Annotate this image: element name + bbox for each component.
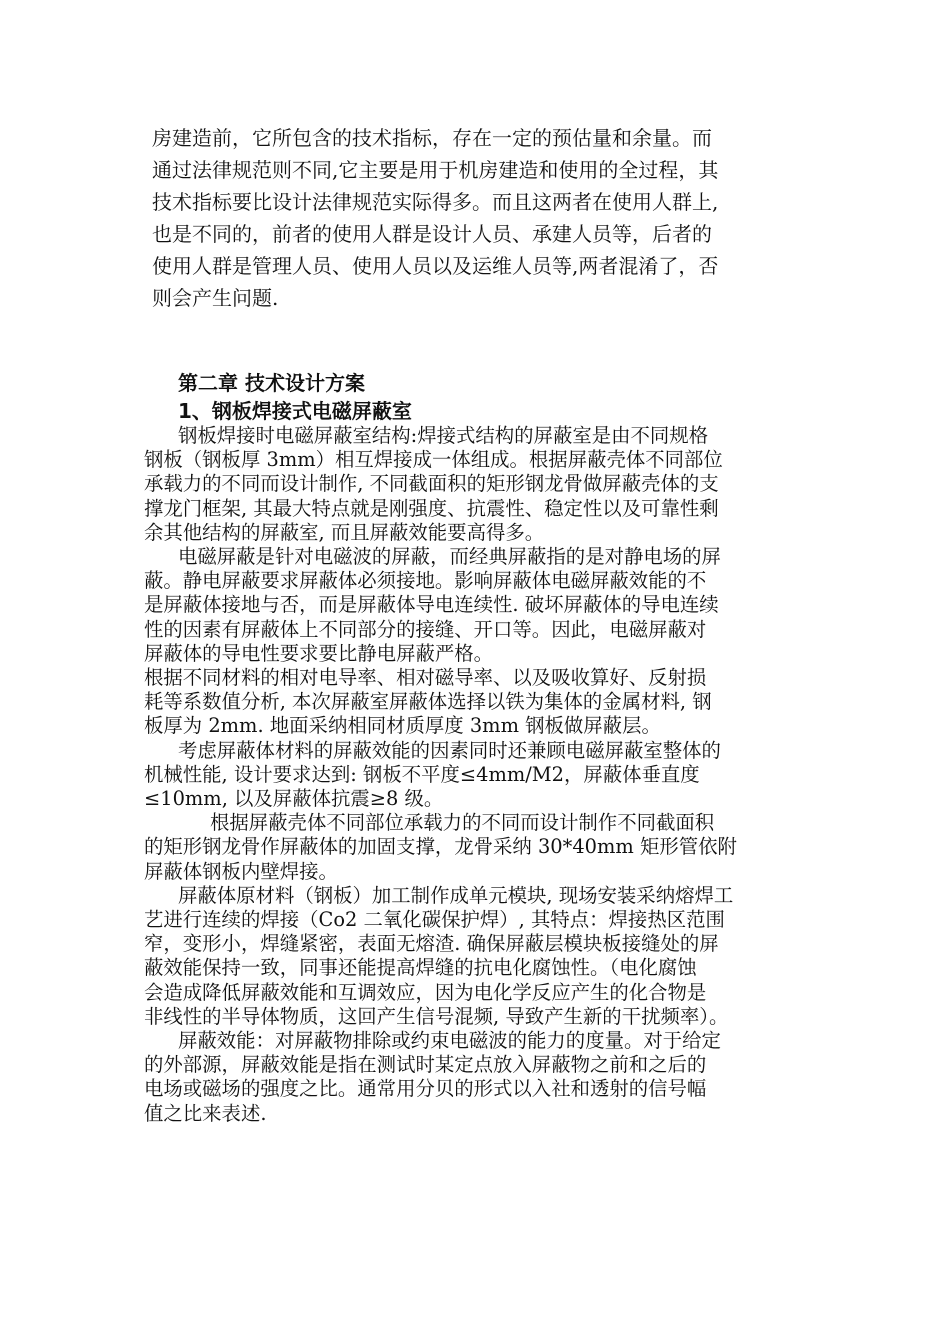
text-line: 艺进行连续的焊接（Co2 二氧化碳保护焊）, 其特点：焊接热区范围 [144, 908, 725, 932]
text-line: 蔽效能保持一致，同事还能提高焊缝的抗电化腐蚀性。（电化腐蚀 [144, 956, 697, 980]
text-line: 屏蔽体原材料（钢板）加工制作成单元模块, 现场安装采纳熔焊工 [178, 883, 734, 907]
paragraph-material [144, 666, 806, 739]
paragraph-keel [144, 811, 806, 884]
text-line: 电磁屏蔽是针对电磁波的屏蔽，而经典屏蔽指的是对静电场的屏 [178, 545, 721, 569]
body-text [144, 424, 806, 1126]
text-line: 根据屏蔽壳体不同部位承载力的不同而设计制作不同截面积 [210, 811, 715, 835]
text-line: 的矩形钢龙骨作屏蔽体的加固支撑，龙骨采纳 30*40mm 矩形管依附 [144, 835, 737, 859]
text-line: 考虑屏蔽体材料的屏蔽效能的因素同时还兼顾电磁屏蔽室整体的 [178, 738, 721, 762]
text-line: 的外部源，屏蔽效能是指在测试时某定点放入屏蔽物之前和之后的 [144, 1053, 707, 1077]
text-line: 根据不同材料的相对电导率、相对磁导率、以及吸收算好、反射损 [144, 666, 707, 690]
text-line: 屏蔽体的导电性要求要比静电屏蔽严格。 [144, 641, 494, 665]
text-line: 屏蔽效能：对屏蔽物排除或约束电磁波的能力的度量。对于给定 [178, 1029, 721, 1053]
text-line: 钢板（钢板厚 3mm）相互焊接成一体组成。根据屏蔽壳体不同部位 [144, 448, 723, 472]
intro-line: 房建造前，它所包含的技术指标，存在一定的预估量和余量。而 [152, 126, 712, 150]
paragraph-shielding-principle [144, 545, 806, 666]
intro-line: 通过法律规范则不同,它主要是用于机房建造和使用的全过程，其 [152, 158, 719, 182]
text-line: 蔽。静电屏蔽要求屏蔽体必须接地。影响屏蔽体电磁屏蔽效能的不 [144, 569, 707, 593]
text-line: 板厚为 2mm. 地面采纳相同材质厚度 3mm 钢板做屏蔽层。 [144, 714, 661, 738]
text-line: 机械性能, 设计要求达到: 钢板不平度≤4mm/M2，屏蔽体垂直度 [144, 762, 700, 786]
text-line: 值之比来表述. [144, 1101, 267, 1125]
chapter-heading: 第二章 技术设计方案 [178, 371, 365, 395]
text-line: 承载力的不同而设计制作, 不同截面积的矩形钢龙骨做屏蔽壳体的支 [144, 472, 719, 496]
text-line: 是屏蔽体接地与否，而是屏蔽体导电连续性. 破坏屏蔽体的导电连续 [144, 593, 719, 617]
text-line: 非线性的半导体物质，这回产生信号混频, 导致产生新的干扰频率）。 [144, 1004, 729, 1028]
intro-line: 使用人群是管理人员、使用人员以及运维人员等,两者混淆了，否 [152, 254, 719, 278]
intro-line: 也是不同的，前者的使用人群是设计人员、承建人员等，后者的 [152, 222, 712, 246]
paragraph-structure [144, 424, 806, 545]
intro-line: 技术指标要比设计法律规范实际得多。而且这两者在使用人群上, [152, 190, 719, 214]
paragraph-mechanical [144, 739, 806, 812]
paragraph-welding [144, 884, 806, 1029]
intro-line: 则会产生问题. [152, 286, 279, 310]
text-line: ≤10mm, 以及屏蔽体抗震≥8 级。 [144, 787, 444, 811]
text-line: 会造成降低屏蔽效能和互调效应，因为电化学反应产生的化合物是 [144, 980, 707, 1004]
text-line: 余其他结构的屏蔽室, 而且屏蔽效能要高得多。 [144, 520, 545, 544]
text-line: 窄，变形小，焊缝紧密，表面无熔渣. 确保屏蔽层模块板接缝处的屏 [144, 932, 719, 956]
text-line: 电场或磁场的强度之比。通常用分贝的形式以入社和透射的信号幅 [144, 1077, 707, 1101]
intro-paragraph [152, 122, 802, 314]
text-line: 耗等系数值分析, 本次屏蔽室屏蔽体选择以铁为集体的金属材料, 钢 [144, 690, 712, 714]
paragraph-effectiveness [144, 1029, 806, 1126]
text-line: 性的因素有屏蔽体上不同部分的接缝、开口等。因此，电磁屏蔽对 [144, 617, 707, 641]
text-line: 撑龙门框架, 其最大特点就是刚强度、抗震性、稳定性以及可靠性剩 [144, 496, 719, 520]
section-heading: 1、钢板焊接式电磁屏蔽室 [178, 399, 412, 423]
text-line: 钢板焊接时电磁屏蔽室结构:焊接式结构的屏蔽室是由不同规格 [178, 424, 709, 447]
text-line: 屏蔽体钢板内壁焊接。 [144, 859, 338, 883]
